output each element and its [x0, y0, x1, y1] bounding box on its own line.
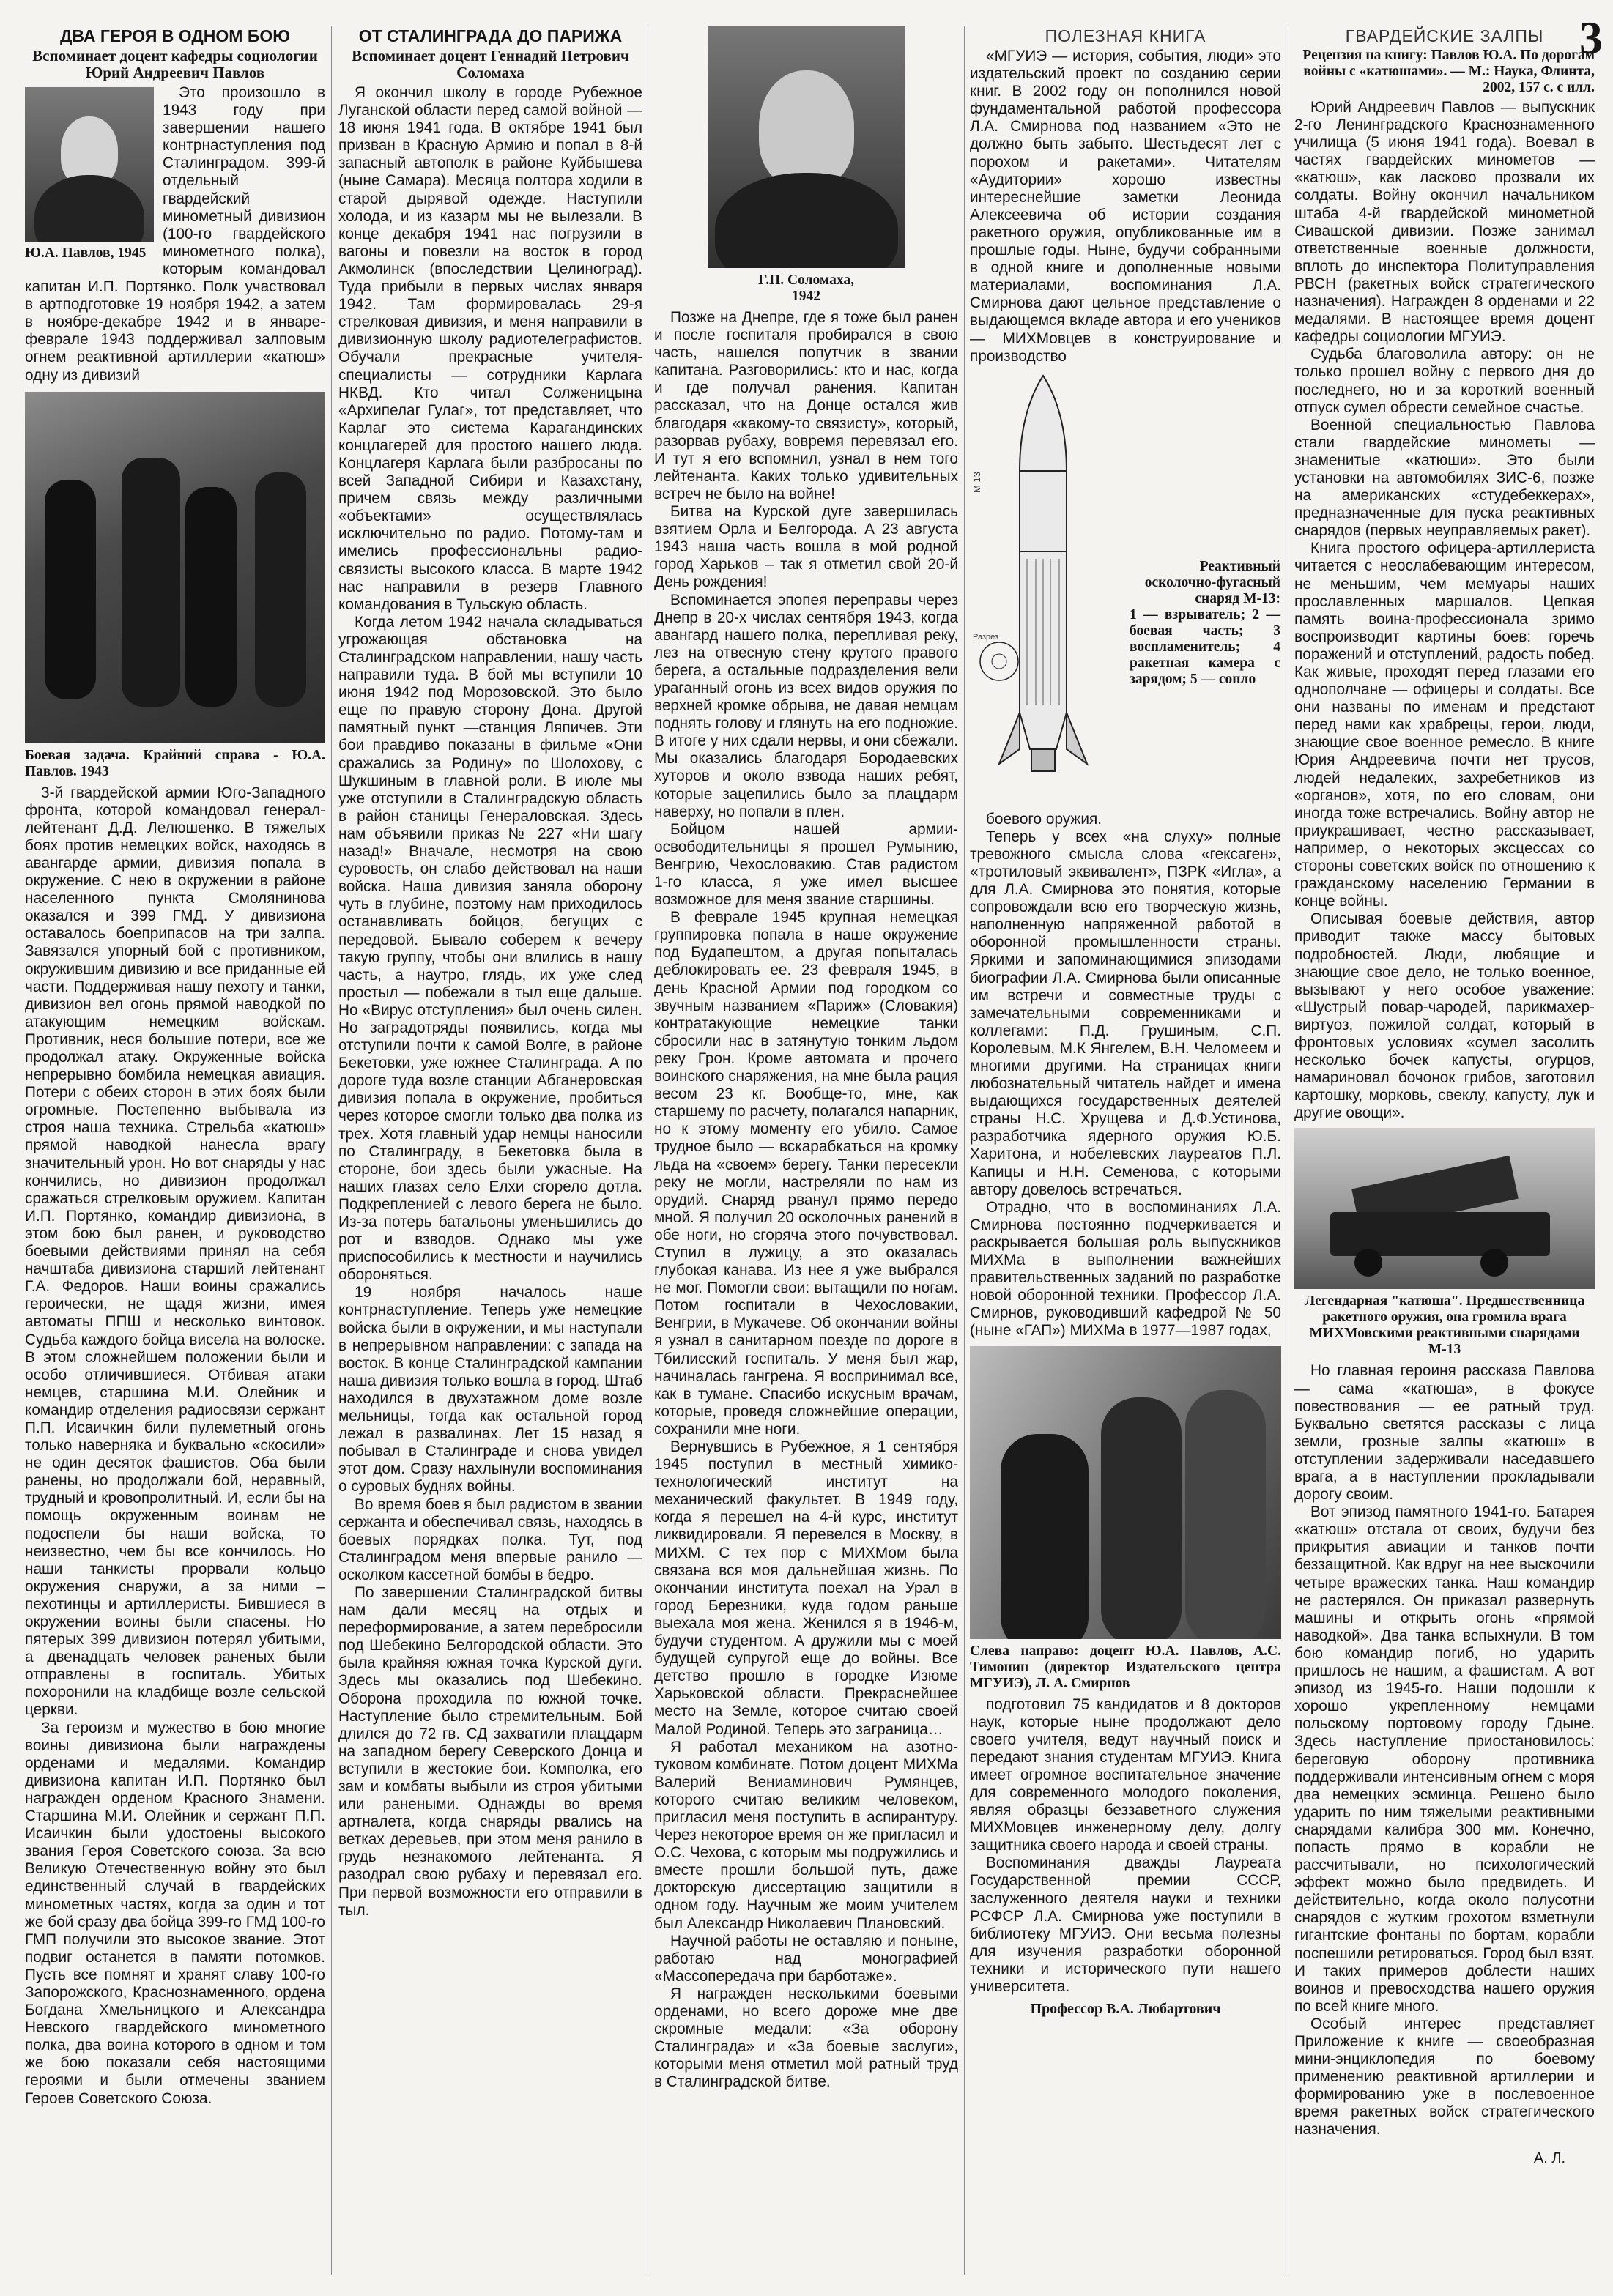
review-signature: А. Л.: [1533, 2150, 1565, 2166]
article-title: ПОЛЕЗНАЯ КНИГА: [1045, 26, 1206, 45]
paragraph: Битва на Курской дуге завершилась взятием Орла и Белгорода. А 23 августа 1943 наша часть вошла в мой родной город Харьков – так я отметил свой 20-й День рождения!: [654, 503, 958, 591]
combat-task-figure: [25, 392, 325, 780]
paragraph: Когда летом 1942 начала складываться угрожающая обстановка на Сталинградском направлении, нашу часть направили туда. В бой мы вступили 10 июня 1942 под Морозовской. Это было еще по правую сторону Дона. Другой памятный пункт —станция Ляпичев. Эти бои правдиво показаны в фильме «Они сражались за Родину» по Шолохову, с Шукшиным в главной роли. В июле мы уже отступили в Сталинградскую область в район станицы Генераловская. Здесь нам объявили приказ № 227 «Ни шагу назад!» Вначале, несмотря на свою суровость, он слабо действовал на наши войска. Наша дивизия заняла оборону чуть в глубине, поэтому нам приходилось останавливать бойцов, бегущих с передовой. Бывало соберем к вечеру такую группу, чтобы они влились в нашу часть, а наутро, глядь, их уже след простыл — побежали в тыл еще дальше. Но «Вирус отступления» был очень силен. Но заградотряды появились, когда мы отступили почти к самой Волге, в районе Бекетовки, уже южнее Сталинграда. А по дороге туда возле станции Абганеровская дивизия попала в окружение, пробиться через которое смогли только два полка из трех. Хотя главный удар немцы наносили по Сталинграду, в Бекетовка была в стороне, бои здесь были ужасные. На наших глазах село Елхи сгорело дотла. Подкрепленией с левого берега не было. Из-за потерь батальоны уменьшились до рот и взводов. Однако мы уже приспособились к местности и научились обороняться.: [338, 613, 642, 1284]
article-title: ОТ СТАЛИНГРАДА ДО ПАРИЖА: [358, 26, 623, 45]
article-stalingrad-to-paris-continued: [654, 26, 958, 2282]
photo-caption-name: Г.П. Соломаха,: [758, 272, 854, 288]
rocket-schematic-icon: [970, 368, 1116, 800]
paragraph: За героизм и мужество в бою многие воины дивизиона были награждены орденами и медалями. Командир дивизиона капитан И.П. Портянко был награжден орденом Красного Знамени. Старшина М.И. Олейник и сержант П.П. Исаичкин были удостоены высокого звания Героя Советского союза. За всю Великую Отечественную войну это был единственный случай в гвардейских минометных частях, когда за один и тот же бой сразу два бойца 399-го ГМД 100-го ГМП получили это высокое звание. Этот подвиг останется в памяти потомков. Пусть все помнят и хранят славу 100-го Запорожского, Краснознаменного, ордена Богдана Хмельницкого и Александра Невского гвардейского минометного полка, два воина которого в одном и том же бою показали себя настоящими героями и были отмечены званием Героев Советского Союза.: [25, 1719, 325, 2107]
article-subtitle: Вспоминает доцент Геннадий Петрович Соломаха: [352, 47, 629, 81]
paragraph: 3-й гвардейской армии Юго-Западного фронта, которой командовал генерал-лейтенант Д.Д. Лелюшенко. В тяжелых боях против немецких войск, находясь в авангарде армии, дивизия попала в окружение. С нею в окружении в районе населенного пункта Смолянинова оказался и 399 ГМД. У дивизиона оставалось боеприпасов на три залпа. Завязался упорный бой с противником, окружившим дивизию и все приданные ей части. Поддерживая нашу пехоту и танки, дивизион вел огонь прямой наводкой по атакующим немецким войскам. Противник, неся большие потери, все же продолжал атаку. Окруженные войска непрерывно бомбила немецкая авиация. Потери с обеих сторон в этих боях были огромные. Постепенно выбывала из строя наша техника. Стрельба «катюш» прямой наводкой нанесла врагу значительный урон. Но вот снаряды у нас кончились, но дивизион продолжал сражаться стрелковым оружием. Капитан И.П. Портянко, командир дивизиона, в этом бою был ранен, и руководство боевыми действиями принял на себя начштаба дивизиона старший лейтенант Г.А. Федоров. Наши воины сражались героически, не щадя жизни, имея автоматы ППШ и несколько винтовок. Судьба каждого бойца висела на волоске. В этом сложнейшем положении были и особо отличившиеся. Отбивая атаки немцев, старшина М.И. Олейник и командир отделения радиосвязи сержант П.П. Исаичкин били пулеметный огонь только наверняка и буквально «скосили» не один десяток фашистов. Оба были ранены, но продолжали бой, неравный, трудный и кровопролитный. И, если бы на помощь окруженным воинам не подоспели бы наши войска, то неизвестно, чем бы все кончилось. Но наши танкисты прорвали кольцо окружения снаружи, а за ними – пехотинцы и артиллеристы. Бившиеся в окружении воины были спасены. Но пятерых 399 дивизион потерял убитыми, а двенадцать человек раненых были отправлены в госпиталь. Убитых похоронили на кладбище возле сельской церкви.: [25, 784, 325, 1719]
diagram-label-a: М 13: [971, 471, 982, 493]
paragraph: Вспоминается эпопея переправы через Днепр в 20-х числах сентября 1943, когда авангард нашего полка, перепливая реку, лез на отвесную стену крутого правого берега, а остальные подразделения вели ураганный огонь из всех видов оружия по верхней кромке обрыва, не давая немцам поднять голову и глянуть на его подножие. В итоге у них сдали нервы, и они сбежали. Мы оказались благодаря Бородаевских хуторов и около взвода наших ребят, которые зацепились было за плацдарм наверху, но попали в плен.: [654, 591, 958, 820]
article-title: ГВАРДЕЙСКИЕ ЗАЛПЫ: [1345, 26, 1544, 45]
photo-caption: Боевая задача. Крайний справа - Ю.А. Павлов. 1943: [25, 747, 325, 779]
page-number: 3: [1579, 12, 1603, 64]
paragraph: Военной специальностью Павлова стали гвардейские минометы — знаменитые «катюши». Это были установки на автомобилях ЗИС-6, позже на американских «студебеккерах», предназначенные для пуска реактивных снарядов (первых неуправляемых ракет).: [1294, 416, 1595, 540]
paragraph: Воспоминания дважды Лауреата Государственной премии СССР, заслуженного деятеля науки и техники РСФСР Л.А. Смирнова уже поступили в библиотеку МГУИЭ. Они весьма полезны для изучения разработки оборонной техники и исторического пути нашего университета.: [970, 1854, 1281, 1995]
paragraph: Научной работы не оставляю и поныне, работаю над монографией «Массопередача при барботаже».: [654, 1932, 958, 1985]
paragraph: подготовил 75 кандидатов и 8 докторов наук, которые ныне продолжают дело своего учителя, ведут научный поиск и передают знания студентам МГУИЭ. Книга имеет огромное воспитательное значение для современного молодого поколения, являя образцы беззаветного служения МИХМовцев инженерному делу, долгу защитника своего народа и своей страны.: [970, 1695, 1281, 1854]
paragraph: 19 ноября началось наше контрнаступление. Теперь уже немецкие войска были в окружении, и мы наступали в непрерывном направлении: с запада на восток. В конце Сталинградской кампании наша дивизия только вошла в город. Штаб находился в двухэтажном доме возле мельницы, тогда как остальной город лежал в развалинах. Лет 15 назад я побывал в Сталинграде и снова увидел этот дом. Сразу нахлынули воспоминания о суровых буднях войны.: [338, 1284, 642, 1496]
paragraph: Книга простого офицера-артиллериста читается с неослабевающим интересом, не меньшим, чем мемуары наших прославленных маршалов. Цепкая память воина-профессионала зримо воспроизводит картины боев: горечь поражений и отступлений, радость побед. Как живые, проходят перед глазами его однополчане — офицеры и солдаты. Все они названы по именам и предстают перед нами как храбрецы, герои, люди, знающие свое военное ремесло. В книге Юрия Андреевича почти нет трусов, людей недалеких, захребетников из «органов», хотя, по его словам, они иногда тоже встречались. Войну автор не приукрашивает, честно рассказывает, например, о некоторых эксцессах со стороны советских войск по отношению к гражданскому населению Германии в конце войны.: [1294, 540, 1595, 910]
rocket-m13-diagram: [970, 368, 1281, 808]
article-useful-book: [970, 26, 1281, 2282]
katyusha-photo: [1294, 1128, 1595, 1289]
paragraph: В феврале 1945 крупная немецкая группировка попала в наше окружение под Будапештом, а другая попыталась деблокировать ее. 23 февраля 1945, в день Красной Армии под городком со звучным названием «Париж» (Словакия) контратакующие немецкие танки сбросили нас в затянутую тонким льдом реку Грон. Кроме автомата и прочего воинского снаряжения, на мне была рация весом 23 кг. Вообще-то, мне, как старшему по расчету, полагался напарник, но к этому моменту его убило. Самое трудное было — вскарабкаться на кромку льда на «своем» берегу. Танки пересекли реку не могли, настреляли по нам из орудий. Снаряд рванул прямо передо мной. Я получил 20 осколочных ранений в обе ноги, но сгоряча этого почувствовал. Ступил в лужицу, а это оказалась глубокая канава. Из нее я уже выбрался не мог. Помогли свои: вытащили по ногам. Потом госпитали в Чехословакии, Венгрии, в Мукачеве. Об окончании войны я узнал в санитарном поезде по дороге в Тбилисский госпиталь. У меня был жар, начиналась гангрена. Я воспринимал все, как в тумане. Спасибо искусным врачам, которые, проведя сложнейшие операции, сохранили мне ноги.: [654, 909, 958, 1438]
group-photo: [970, 1346, 1281, 1639]
photo-caption: Легендарная "катюша". Предшественница ракетного оружия, она громила врага МИХМовскими реактивными снарядами М-13: [1304, 1293, 1585, 1358]
article-subtitle: Вспоминает доцент кафедры социологии Юрий Андреевич Павлов: [32, 47, 318, 81]
paragraph: Юрий Андреевич Павлов — выпускник 2-го Ленинградского Краснознаменного училища (5 июня 1941 года). Воевал в частях гвардейских минометов — «катюш», как ласково прозвали их солдаты. Войну окончил начальником штаба 4-й гвардейской минометной Сивашской дивизии. Позже занимал ответственные военные должности, вплоть до инспектора Политуправления РВСН (ракетных войск стратегического назначения). Награжден 8 орденами и 22 медалями. В настоящее время доцент кафедры социологии МГУИЭ.: [1294, 99, 1595, 346]
article-guards-salvos: [1294, 26, 1595, 2282]
paragraph: Описывая боевые действия, автор приводит также массу бытовых подробностей. Люди, любящие и знающие свое дело, не только военное, вызывают у него особое уважение: «Шустрый повар-чародей, парикмахер-виртуоз, пожилой солдат, который в фронтовых условиях «сумел засолить несколько бочек капусты, огурцов, намариновал бочонок грибов, заготовил картошку, морковь, свеклу, капусту, лук и другие овощи».: [1294, 910, 1595, 1122]
paragraph: Я награжден несколькими боевыми орденами, но всего дороже мне две скромные медали: «За оборону Сталинграда» и «За боевые заслуги», которыми меня отметил мой ратный труд в Сталинградской битве.: [654, 1985, 958, 2091]
paragraph: Я работал механиком на азотно-туковом комбинате. Потом доцент МИХМа Валерий Вениаминович Румянцев, которого считаю великим человеком, пригласил меня поступить в аспирантуру. Через некоторое время он же пригласил и О.С. Чехова, с которым мы подружились и вместе прошли большой путь, даже докторскую диссертацию защитили в одном году. Научным же моим учителем был Александр Николаевич Плановский.: [654, 1738, 958, 1932]
column-divider: [331, 26, 332, 2275]
paragraph: Я окончил школу в городе Рубежное Луганской области перед самой войной — 18 июня 1941 года. В октябре 1941 был призван в Красную Армию и попал в 8-й запасный автополк в районе Куйбышева (ныне Самара). Месяца полтора ходили в старой дырявой одежде. Наступили холода, и из казарм мы не вылезали. В конце декабря 1941 нас погрузили в вагоны и повезли на восток в город Акмолинск (впоследствии Целиноград). Туда прибыли в первых числах января 1942. Там формировалась 29-я стрелковая дивизия, и меня направили в дивизионную школу радиотелеграфистов. Обучали прекрасные учителя-специалисты — сотрудники Карлага НКВД. Кто читал Солженицына «Архипелаг Гулаг», тот представляет, что Карлаг это система Карагандинских концлагерей для простого нашего люда. Концлагеря Карлага были разбросаны по всей Западной Сибири и Казахстану, причем связь между различными «объектами» осуществлялась исключительно по радио. Потому-там и имелись профессиональны радио-связисты высокого класса. В марте 1942 нас направили в резерв Главного командования в Тульскую область.: [338, 84, 642, 613]
diagram-legend-block: [1130, 559, 1280, 688]
diagram-legend: 1 — взрыватель; 2 — боевая часть; 3 воспламенитель; 4 ракетная камера с зарядом; 5 — сопло: [1130, 606, 1280, 687]
paragraph: Бойцом нашей армии-освободительницы я прошел Румынию, Венгрию, Чехословакию. Став радистом 1-го класса, я уже имел высшее возможное для меня звание старшины.: [654, 820, 958, 909]
paragraph: Теперь у всех «на слуху» полные тревожного смысла слова «гексаген», «тротиловый эквивалент», ПЗРК «Игла», а для Л.А. Смирнова это понятия, которые сопровождали всю его творческую жизнь, наполненную напряженной работой в оборонной промышленности страны. Яркими и запоминающимися эпизодами биографии Л.А. Смирнова были описанные им встречи и совместные труды с замечательными современниками и коллегами: П.Д. Грушиным, С.П. Королевым, М.К Янгелем, В.Н. Челомеем и многими другими. На страницах книги любознательный читатель найдет и имена выдающихся государственных деятелей страны Н.С. Хрущева и Д.Ф.Устинова, разработчика ядерного оружия Ю.Б. Харитона, и нобелевских лауреатов П.Л. Капицы и Н.Н. Семенова, с которыми автору довелось встречаться.: [970, 828, 1281, 1198]
portrait-pavlov-photo: [25, 87, 154, 242]
paragraph: Это произошло в 1943 году при завершении нашего контрнаступления под Сталинградом. 399-й отдельный гвардейский минометный дивизион (100-го гвардейского минометного полка), которым командовал капитан И.П. Портянко. Полк участвовал в артподготовке 19 ноября 1942, а затем в ноябре-декабре 1942 и в январе-феврале 1943 поддерживал залповым огнем реактивной артиллерии «катюш» одну из дивизий: [25, 84, 325, 384]
paragraph: «МГУИЭ — история, события, люди» это издательский проект по созданию серии книг. В 2002 году он пополнился новой фундаментальной работой профессора Л.А. Смирнова под названием «Это не должно быть забыто. Шестьдесят лет с порохом и ракетами». Читателям «Аудитории» хорошо известны интереснейшие заметки Леонида Алексеевича об истории создания ракетного оружия, опубликованные им в прошлые годы. Ныне, будучи собранными в одной книге и дополненные новыми материалами, воспоминания Л.А. Смирнова дают цельное представление о выдающемся вкладе автора и его учеников — МИХМовцев в конструирование и производство: [970, 48, 1281, 365]
katyusha-figure: [1294, 1128, 1595, 1358]
portrait-solomakha-figure: [708, 26, 905, 305]
paragraph: Отрадно, что в воспоминаниях Л.А. Смирнова постоянно подчеркивается и раскрывается большая роль выпускников МИХМа в выполнении важнейших правительственных заданий по разработке новой оборонной техники. Профессор Л.А. Смирнов, руководивший кафедрой № 50 (ныне «ГАП») МИХМа в 1977—1987 годах,: [970, 1198, 1281, 1340]
paragraph: Особый интерес представляет Приложение к книге — своеобразная мини-энциклопедия по боевому применению реактивной артиллерии и формированию уже в послевоенное время ракетных войск стратегического назначения.: [1294, 2015, 1595, 2139]
article-title: ДВА ГЕРОЯ В ОДНОМ БОЮ: [60, 26, 290, 45]
paragraph: боевого оружия.: [986, 810, 1102, 828]
diagram-title: Реактивный осколочно-фугасный снаряд М-13:: [1144, 558, 1280, 606]
photo-caption: Ю.А. Павлов, 1945: [25, 245, 147, 261]
paragraph: По завершении Сталинградской битвы нам дали месяц на отдых и переформирование, а затем перебросили под Шебекино Белгородской области. Это была крайняя южная точка Курской дуги. Здесь мы оказались под Шебекино. Оборона проходила по южной точке. Наступление было стремительным. Бой длился до 72 гв. СД захватили плацдарм на западном берегу Северского Донца и вступили в жестокие бои. Комполка, его зам и комбаты выбыли из строя убитыми или ранеными. Однажды во время артналета, когда снаряды рвались на ветках деревьев, при этом меня ранило в грудь незнакомого лейтенанта. Я разодрал свою рубаху и перевязал его. При первой возможности его отправили в тыл.: [338, 1583, 642, 1919]
article-stalingrad-to-paris: [338, 26, 642, 2282]
article-author: Профессор В.А. Любартович: [1030, 2001, 1221, 2018]
portrait-solomakha-photo: [708, 26, 905, 268]
article-two-heroes: [25, 26, 325, 2282]
group-photo-figure: [970, 1346, 1281, 1692]
portrait-pavlov-figure: [25, 87, 154, 261]
paragraph: Позже на Днепре, где я тоже был ранен и после госпиталя пробирался в свою часть, нашелся попутчик в звании капитана. Разговорились: кто и нас, когда и где получал ранения. Капитан рассказал, что на Донце остался жив благодаря «какому-то связисту», который, разорвав рубаху, вовремя перевязал его. И тут я его вспомнил, узнал в нем того лейтенанта. Каких только удивительных встреч не было на войне!: [654, 309, 958, 502]
column-divider: [964, 26, 965, 2275]
paragraph: Судьба благоволила автору: он не только прошел войну с первого дня до последнего, но и за короткий военный отпуск сумел обрести семейное счастье.: [1294, 346, 1595, 416]
paragraph: Во время боев я был радистом в звании сержанта и обеспечивал связь, находясь в боевых порядках полка. Тут, под Сталинградом меня впервые ранило — осколком кассетной бомбы в бедро.: [338, 1496, 642, 1583]
paragraph: Вот эпизод памятного 1941-го. Батарея «катюш» отстала от своих, будучи без прикрытия авиации и танков почти беззащитной. Как вдруг на нее выскочили четыре вражеских танка. Наш командир не растерялся. Он приказал развернуть машины и открыть огонь «прямой наводкой». Два танка вспыхнули. В том бою командир погиб, но ударить пришлось не нашим, а фашистам. А вот эпизод из 1945-го. Наши подошли к хорошо укрепленному немцами польскому портовому городу Гдыне. Здесь наступление приостановилось: береговую оборону противника поддерживали интенсивным огнем с моря два немецких эсминца. Решено было ударить по ним тяжелыми реактивными снарядами калибра 300 мм. Конечно, попасть прямо в корабли не рассчитывали, но психологический эффект можно было предвидеть. И действительно, когда около полусотни снарядов с жутким грохотом взметнули гигантские фонтаны по бортам, корабли поспешили ретироваться. Город был взят. И таких примеров доблести наших воинов и превосходства нашего оружия по всей книге много.: [1294, 1504, 1595, 2015]
diagram-label-b: Разрез: [973, 632, 999, 642]
photo-caption: Слева направо: доцент Ю.А. Павлов, А.С. Тимонин (директор Издательского центра МГУИЭ), Л. А. Смирнов: [970, 1643, 1281, 1691]
photo-caption-year: 1942: [792, 289, 820, 304]
combat-task-photo: [25, 392, 325, 743]
paragraph: Вернувшись в Рубежное, я 1 сентября 1945 поступил в местный химико-технологический институт на механический факультет. В 1949 году, когда я перешел на 4-й курс, институт ликвидировали. Я перевелся в Москву, в МИХМ. С тех пор с МИХМом была связана вся моя дальнейшая жизнь. По окончании института поехал на Урал в город Березники, куда годом раньше выехала моя жена. Женился я в 1946-м, будучи студентом. А дружили мы с моей будущей супругой еще до войны. Все детство прошло в городке Изюме Харьковской области. Прекраснейшее место на Земле, которое считаю своей Малой Родиной. Теперь это заграница…: [654, 1438, 958, 1738]
paragraph: Но главная героиня рассказа Павлова — сама «катюша», в фокусе повествования — ее ратный труд. Буквально светятся рассказы с лица земли, грозные залпы «катюш» в отступлении задерживали наседавшего врага, а в наступлении прокладывали дорогу своим.: [1294, 1362, 1595, 1504]
book-review-reference: Рецензия на книгу: Павлов Ю.А. По дорогам войны с «катюшами». — М.: Наука, Флинта, 2002, 157 с. с илл.: [1302, 48, 1595, 95]
